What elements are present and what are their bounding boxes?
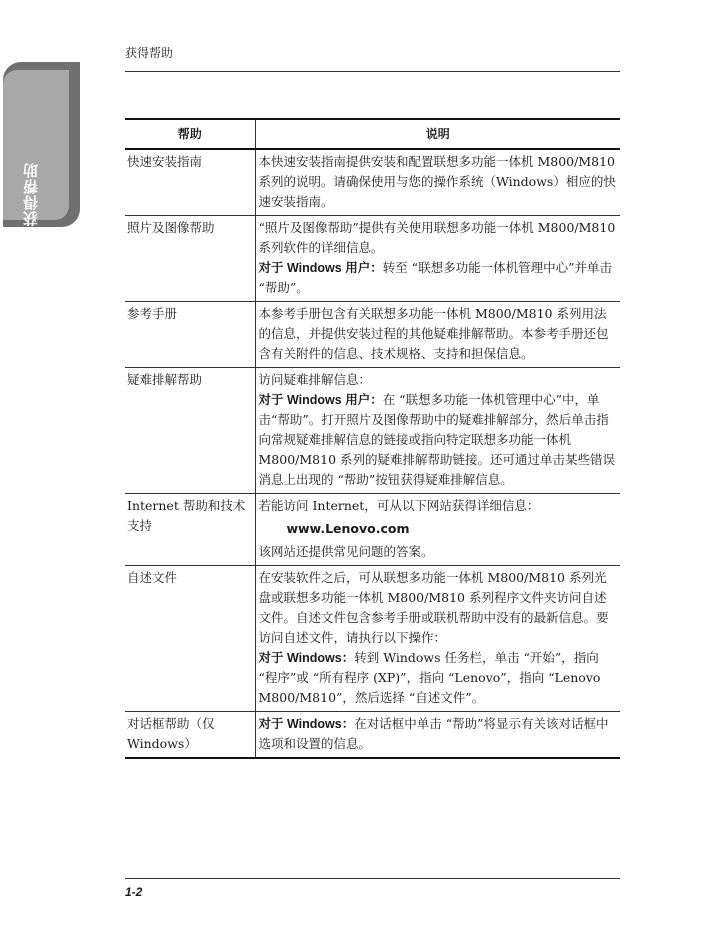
help-table-header-row: [125, 119, 620, 149]
table-row: [125, 216, 620, 302]
row-help-description: [255, 712, 620, 759]
lenovo-website-link[interactable]: www.Lenovo.com: [286, 521, 410, 536]
table-row: [125, 712, 620, 759]
row-help-description: [255, 566, 620, 712]
table-row: [125, 149, 620, 216]
row-help-name: 快速安装指南: [125, 149, 255, 216]
description-tail: 在 “联想多功能一体机管理中心”中，单击“帮助”。打开照片及图像帮助中的疑难排解部分，然后单击指向常规疑难排解信息的链接或指向特定联想多功能一体机 M800/M810 系列的疑难排解帮助链接。还可通过单击某些错误消息上出现的 “帮助”按钮获得疑难排解信息。: [258, 392, 616, 487]
header-divider: [125, 71, 620, 72]
description-tail: 转到 Windows 任务栏，单击 “开始”，指向 “程序”或 “所有程序 (XP)”，指向 “Lenovo”，指向 “Lenovo M800/M810”，然后选择 “自述文件”。: [258, 650, 601, 705]
description-bold-lead: 对于 Windows：: [258, 717, 355, 731]
table-row: [125, 494, 620, 566]
help-table: [125, 118, 620, 759]
description-text: 在安装软件之后，可从联想多功能一体机 M800/M810 系列光盘或联想多功能一体机 M800/M810 系列程序文件夹访问自述文件。自述文件包含参考手册或联机帮助中没有的最新信息。要访问自述文件，请执行以下操作：: [258, 570, 609, 645]
column-header-help: 帮助: [125, 119, 255, 149]
description-bold-lead: 对于 Windows 用户：: [258, 261, 383, 275]
description-bold-lead: 对于 Windows：: [258, 651, 355, 665]
description-tail: 该网站还提供常见问题的答案。: [258, 544, 434, 559]
description-tail: 转至 “联想多功能一体机管理中心”并单击 “帮助”。: [258, 260, 612, 295]
row-help-name: 疑难排解帮助: [125, 368, 255, 494]
row-help-name: 照片及图像帮助: [125, 216, 255, 302]
row-help-name: 参考手册: [125, 302, 255, 368]
row-help-name: 自述文件: [125, 566, 255, 712]
chapter-side-tab-label: 获得帮助: [22, 162, 40, 226]
description-text: 访问疑难排解信息：: [258, 372, 372, 387]
description-text: 本参考手册包含有关联想多功能一体机 M800/M810 系列用法的信息，并提供安装过程的其他疑难排解帮助。本参考手册还包含有关附件的信息、技术规格、支持和担保信息。: [258, 306, 609, 361]
description-text: “照片及图像帮助”提供有关使用联想多功能一体机 M800/M810 系列软件的详细信息。: [258, 220, 616, 255]
table-row: [125, 302, 620, 368]
row-help-description: [255, 302, 620, 368]
row-help-description: [255, 149, 620, 216]
description-tail: 在对话框中单击 “帮助”将显示有关该对话框中选项和设置的信息。: [258, 716, 609, 751]
table-row: [125, 566, 620, 712]
description-text: 本快速安装指南提供安装和配置联想多功能一体机 M800/M810 系列的说明。请确保使用与您的操作系统（Windows）相应的快速安装指南。: [258, 154, 616, 209]
row-help-name: Internet 帮助和技术支持: [125, 494, 255, 566]
page-number: 1-2: [125, 885, 143, 899]
row-help-name: 对话框帮助（仅 Windows）: [125, 712, 255, 759]
footer-divider: [125, 878, 620, 879]
description-bold-lead: 对于 Windows 用户：: [258, 393, 383, 407]
row-help-description: [255, 494, 620, 566]
row-help-description: [255, 368, 620, 494]
row-help-description: [255, 216, 620, 302]
description-text: 若能访问 Internet，可从以下网站获得详细信息：: [258, 498, 540, 513]
running-header-title: 获得帮助: [125, 46, 174, 60]
column-header-description: 说明: [255, 119, 620, 149]
chapter-side-tab: [3, 62, 80, 227]
table-row: [125, 368, 620, 494]
